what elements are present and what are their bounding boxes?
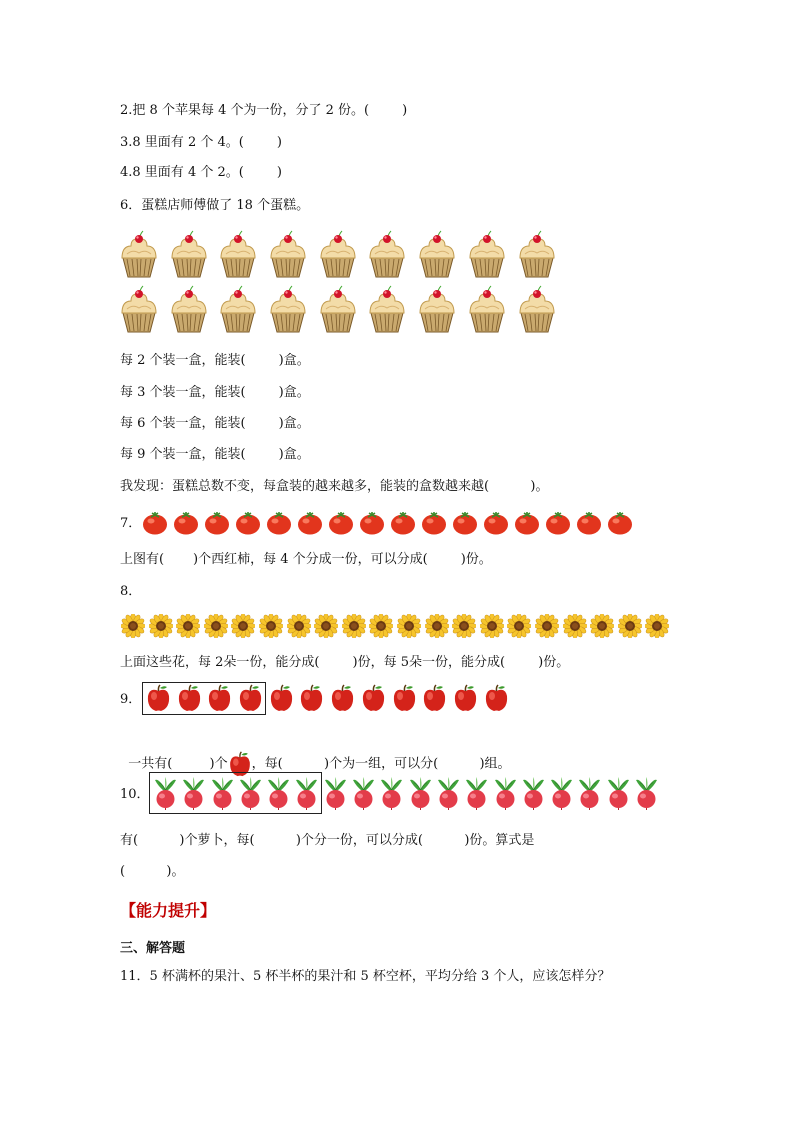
question-9-text-a: 一共有( )个 (128, 756, 228, 772)
question-6-title: 6．蛋糕店师傅做了 18 个蛋糕。 (120, 198, 310, 213)
cupcake-icon (367, 226, 407, 278)
cupcake-icon (517, 281, 557, 333)
tomato-icon (576, 511, 602, 535)
flower-icon (425, 614, 449, 638)
radish-icon (379, 776, 404, 810)
apple-icon (422, 684, 447, 712)
flower-icon (452, 614, 476, 638)
cupcake-icon (517, 226, 557, 278)
question-6-discovery: 我发现：蛋糕总数不变，每盒装的越来越多，能装的盒数越来越( )。 (120, 479, 549, 494)
question-7-label: 7． (120, 516, 142, 531)
flower-icon (314, 614, 338, 638)
flower-icon (507, 614, 531, 638)
apple-icon (238, 684, 263, 712)
tomato-icon (235, 511, 261, 535)
flower-icon (287, 614, 311, 638)
tomato-icon (514, 511, 540, 535)
cupcake-icon (417, 281, 457, 333)
flower-icon (231, 614, 255, 638)
apple-icon (269, 684, 294, 712)
radish-row (153, 776, 662, 810)
question-10-text: 有( )个萝卜，每( )个分一份，可以分成( )份。算式是 (120, 833, 535, 848)
radish-icon (549, 776, 574, 810)
tomato-icon (483, 511, 509, 535)
radish-icon (323, 776, 348, 810)
radish-icon (238, 776, 263, 810)
radish-icon (351, 776, 376, 810)
radish-icon (464, 776, 489, 810)
cupcake-row-2 (119, 281, 566, 333)
radish-icon (210, 776, 235, 810)
flower-icon (563, 614, 587, 638)
radish-icon (436, 776, 461, 810)
flower-icon (590, 614, 614, 638)
flower-icon (259, 614, 283, 638)
apple-icon (330, 684, 355, 712)
apple-icon (453, 684, 478, 712)
cupcake-icon (268, 281, 308, 333)
apple-icon (299, 684, 324, 712)
cupcake-icon (467, 281, 507, 333)
cupcake-icon (268, 226, 308, 278)
question-3: 3.8 里面有 2 个 4。( ) (120, 135, 282, 150)
radish-icon (408, 776, 433, 810)
question-2: 2.把 8 个苹果每 4 个为一份，分了 2 份。( ) (120, 103, 408, 118)
question-8-text: 上面这些花，每 2朵一份，能分成( )份，每 5朵一份，能分成( )份。 (120, 655, 570, 670)
cupcake-icon (218, 281, 258, 333)
radish-icon (493, 776, 518, 810)
radish-icon (521, 776, 546, 810)
tomato-icon (297, 511, 323, 535)
cupcake-icon (367, 281, 407, 333)
question-6-line-3: 每 6 个装一盒，能装( )盒。 (120, 416, 310, 431)
tomato-icon (328, 511, 354, 535)
tomato-icon (266, 511, 292, 535)
question-10-label: 10． (120, 787, 150, 802)
apple-icon (361, 684, 386, 712)
apple-icon (207, 684, 232, 712)
flower-icon (480, 614, 504, 638)
cupcake-icon (119, 281, 159, 333)
flower-icon (397, 614, 421, 638)
tomato-icon (452, 511, 478, 535)
tomato-icon (173, 511, 199, 535)
question-9-text (120, 733, 511, 777)
tomato-row (142, 511, 638, 535)
section-heading: 【能力提升】 (120, 901, 217, 920)
apple-icon (392, 684, 417, 712)
tomato-icon (607, 511, 633, 535)
flower-icon (618, 614, 642, 638)
radish-icon (577, 776, 602, 810)
tomato-icon (142, 511, 168, 535)
flower-icon (535, 614, 559, 638)
cupcake-icon (169, 226, 209, 278)
radish-icon (606, 776, 631, 810)
tomato-icon (204, 511, 230, 535)
cupcake-row-1 (119, 226, 566, 278)
cupcake-icon (318, 281, 358, 333)
radish-icon (266, 776, 291, 810)
question-9-label: 9． (120, 692, 142, 707)
radish-icon (294, 776, 319, 810)
tomato-icon (359, 511, 385, 535)
question-6-line-1: 每 2 个装一盒，能装( )盒。 (120, 353, 310, 368)
question-9-text-b: ，每( )个为一组，可以分( )组。 (251, 756, 511, 772)
radish-icon (181, 776, 206, 810)
flower-icon (369, 614, 393, 638)
question-6-line-2: 每 3 个装一盒，能装( )盒。 (120, 385, 310, 400)
tomato-icon (390, 511, 416, 535)
question-8-label: 8． (120, 584, 142, 599)
cupcake-icon (318, 226, 358, 278)
apple-icon (484, 684, 509, 712)
cupcake-icon (467, 226, 507, 278)
flower-row (121, 614, 673, 638)
apple-icon (146, 684, 171, 712)
section-subheading: 三、解答题 (120, 941, 186, 956)
flower-icon (176, 614, 200, 638)
apple-icon (177, 684, 202, 712)
flower-icon (645, 614, 669, 638)
flower-icon (342, 614, 366, 638)
cupcake-icon (218, 226, 258, 278)
cupcake-icon (119, 226, 159, 278)
radish-icon (634, 776, 659, 810)
tomato-icon (421, 511, 447, 535)
flower-icon (121, 614, 145, 638)
radish-icon (153, 776, 178, 810)
question-7-text: 上图有( )个西红柿，每 4 个分成一份，可以分成( )份。 (120, 552, 492, 567)
flower-icon (204, 614, 228, 638)
question-6-line-4: 每 9 个装一盒，能装( )盒。 (120, 447, 310, 462)
flower-icon (149, 614, 173, 638)
apple-row (146, 684, 514, 712)
tomato-icon (545, 511, 571, 535)
cupcake-icon (169, 281, 209, 333)
cupcake-icon (417, 226, 457, 278)
question-11: 11．5 杯满杯的果汁、5 杯半杯的果汁和 5 杯空杯，平均分给 3 个人，应该怎样分？ (120, 969, 611, 984)
question-4: 4.8 里面有 4 个 2。( ) (120, 165, 282, 180)
question-10-text-2: ( )。 (120, 864, 185, 879)
